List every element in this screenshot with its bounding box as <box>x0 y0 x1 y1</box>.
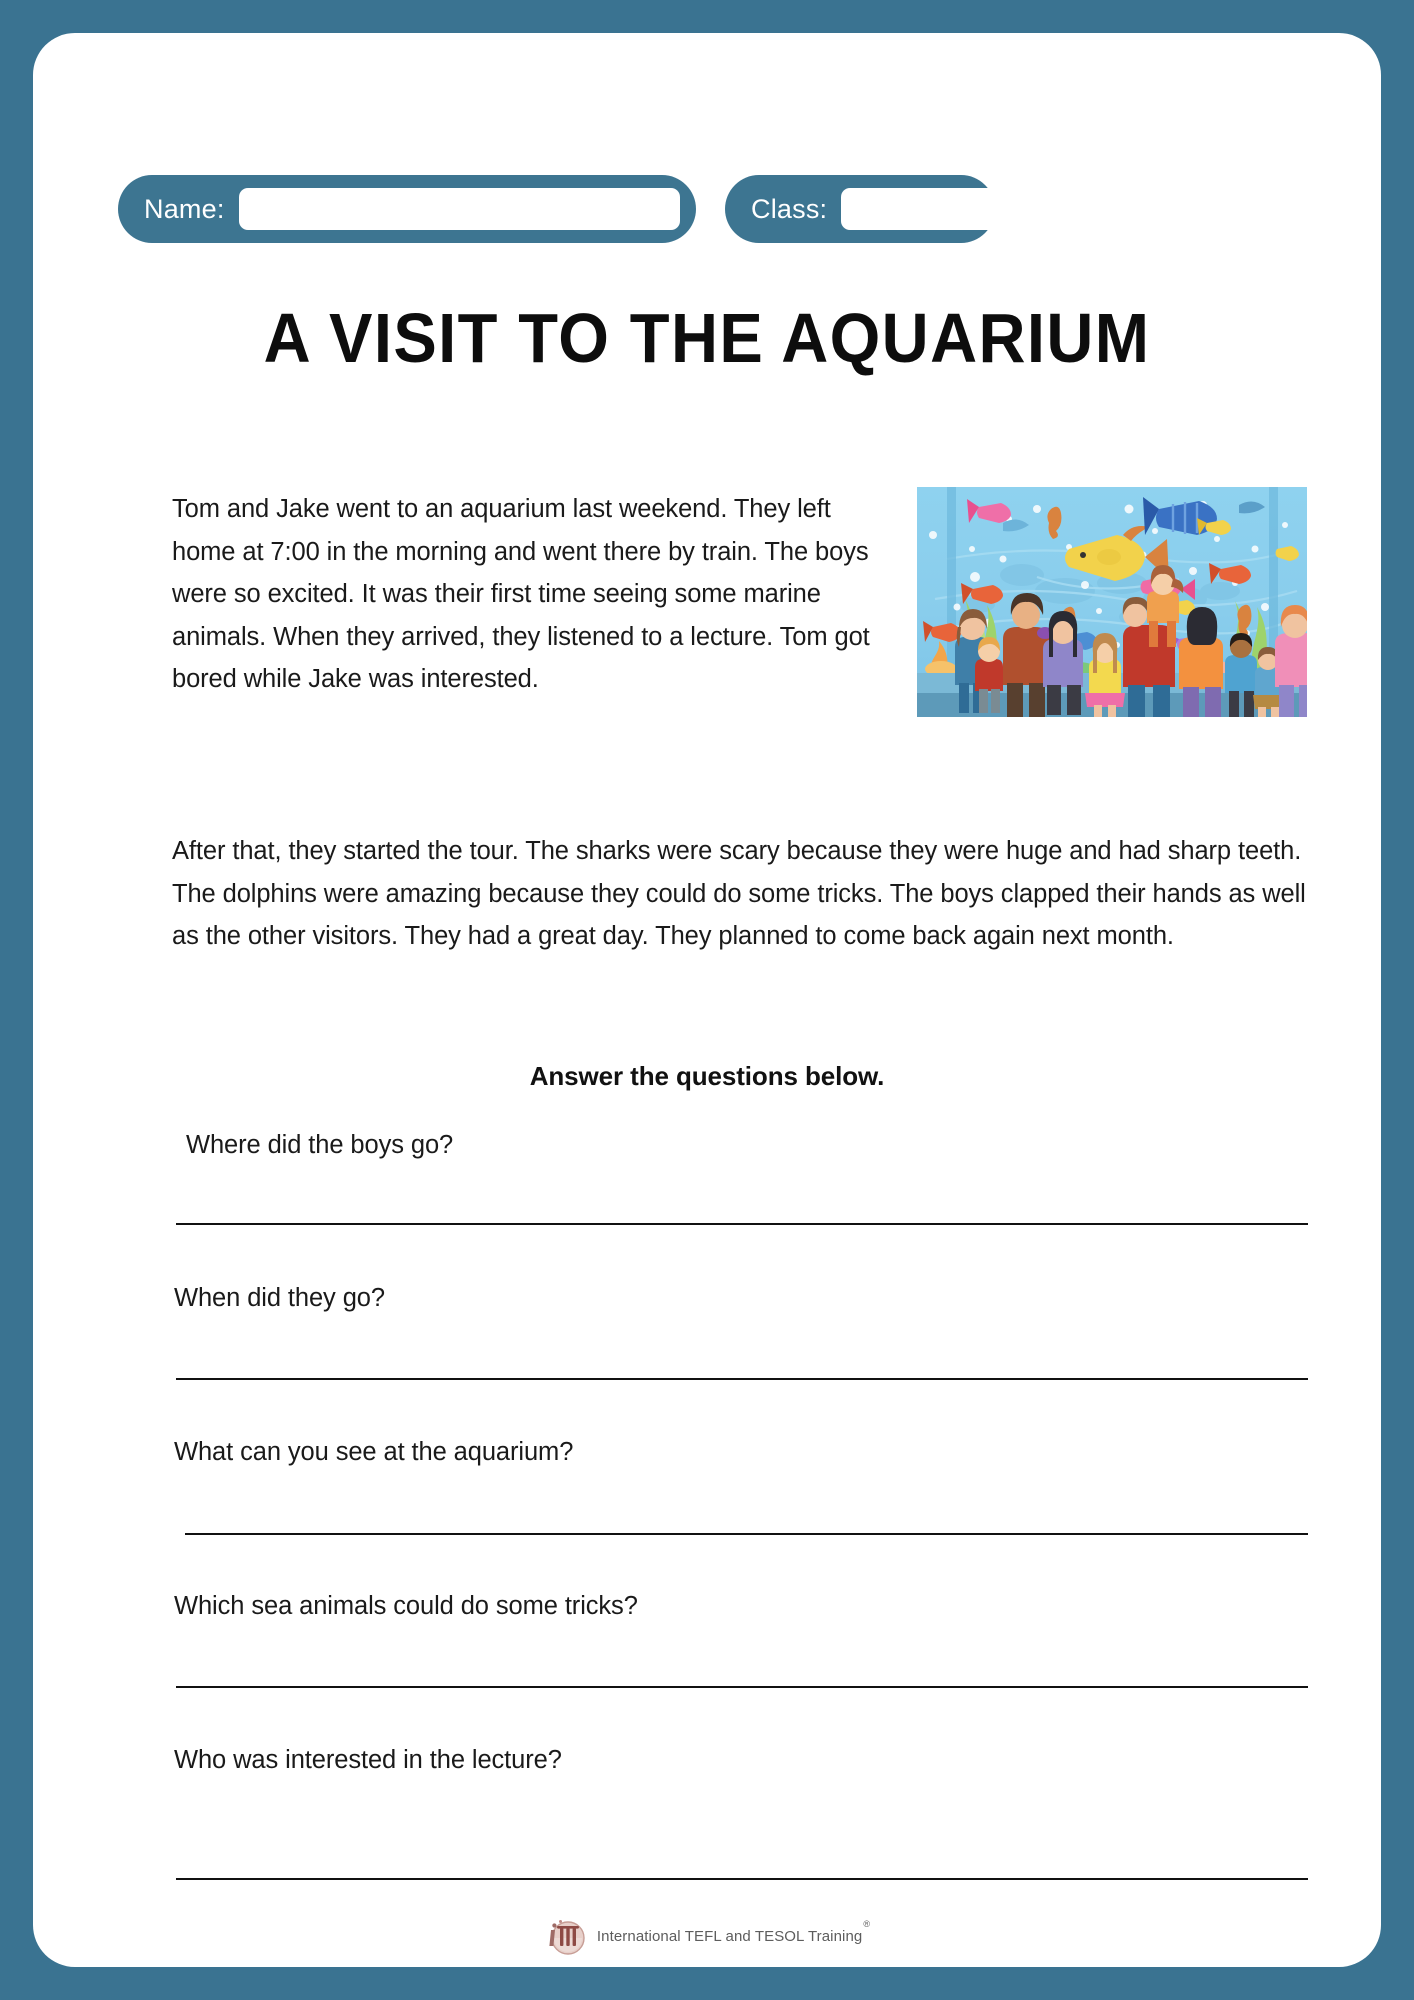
worksheet-sheet <box>33 33 1381 1967</box>
class-input[interactable] <box>841 188 1149 230</box>
aquarium-scene-svg <box>917 487 1307 717</box>
question-text-5: Who was interested in the lecture? <box>174 1746 562 1774</box>
answer-instruction-heading: Answer the questions below. <box>529 1061 885 1091</box>
question-text-4: Which sea animals could do some tricks? <box>174 1592 638 1620</box>
passage-paragraph-2: After that, they started the tour. The sharks were scary because they were huge and had sharp teeth. The dolphins were amazing because they could do some tricks. The boys clapped their hands as well as the other visitors. They had a great day. They planned to come back again next month. <box>172 837 1306 950</box>
answer-line-1[interactable] <box>176 1223 1308 1225</box>
ittt-logo-svg <box>544 1916 588 1956</box>
question-text-2: When did they go? <box>174 1284 385 1312</box>
footer-trademark-symbol: ® <box>863 1919 871 1929</box>
class-field-group <box>725 175 995 243</box>
page-title: A VISIT TO THE AQUARIUM <box>263 299 1151 377</box>
answer-line-3[interactable] <box>185 1533 1308 1535</box>
footer-brand-text: International TEFL and TESOL Training <box>596 1927 863 1945</box>
aquarium-illustration <box>917 487 1307 717</box>
name-label: Name: <box>144 193 225 224</box>
answer-line-2[interactable] <box>176 1378 1308 1380</box>
answer-line-5[interactable] <box>176 1878 1308 1880</box>
ittt-logo-icon <box>544 1916 588 1956</box>
passage-paragraph-1: Tom and Jake went to an aquarium last weekend. They left home at 7:00 in the morning and went there by train. The boys were so excited. It was their first time seeing some marine animals. When they arrived, they listened to a lecture. Tom got bored while Jake was interested. <box>172 495 870 693</box>
footer-branding <box>33 1916 1381 1956</box>
name-field-group <box>118 175 696 243</box>
name-input[interactable] <box>239 188 680 230</box>
answer-line-4[interactable] <box>176 1686 1308 1688</box>
question-text-3: What can you see at the aquarium? <box>174 1438 574 1466</box>
student-info-row <box>33 103 1381 224</box>
question-text-1: Where did the boys go? <box>186 1131 454 1159</box>
class-label: Class: <box>751 193 828 224</box>
